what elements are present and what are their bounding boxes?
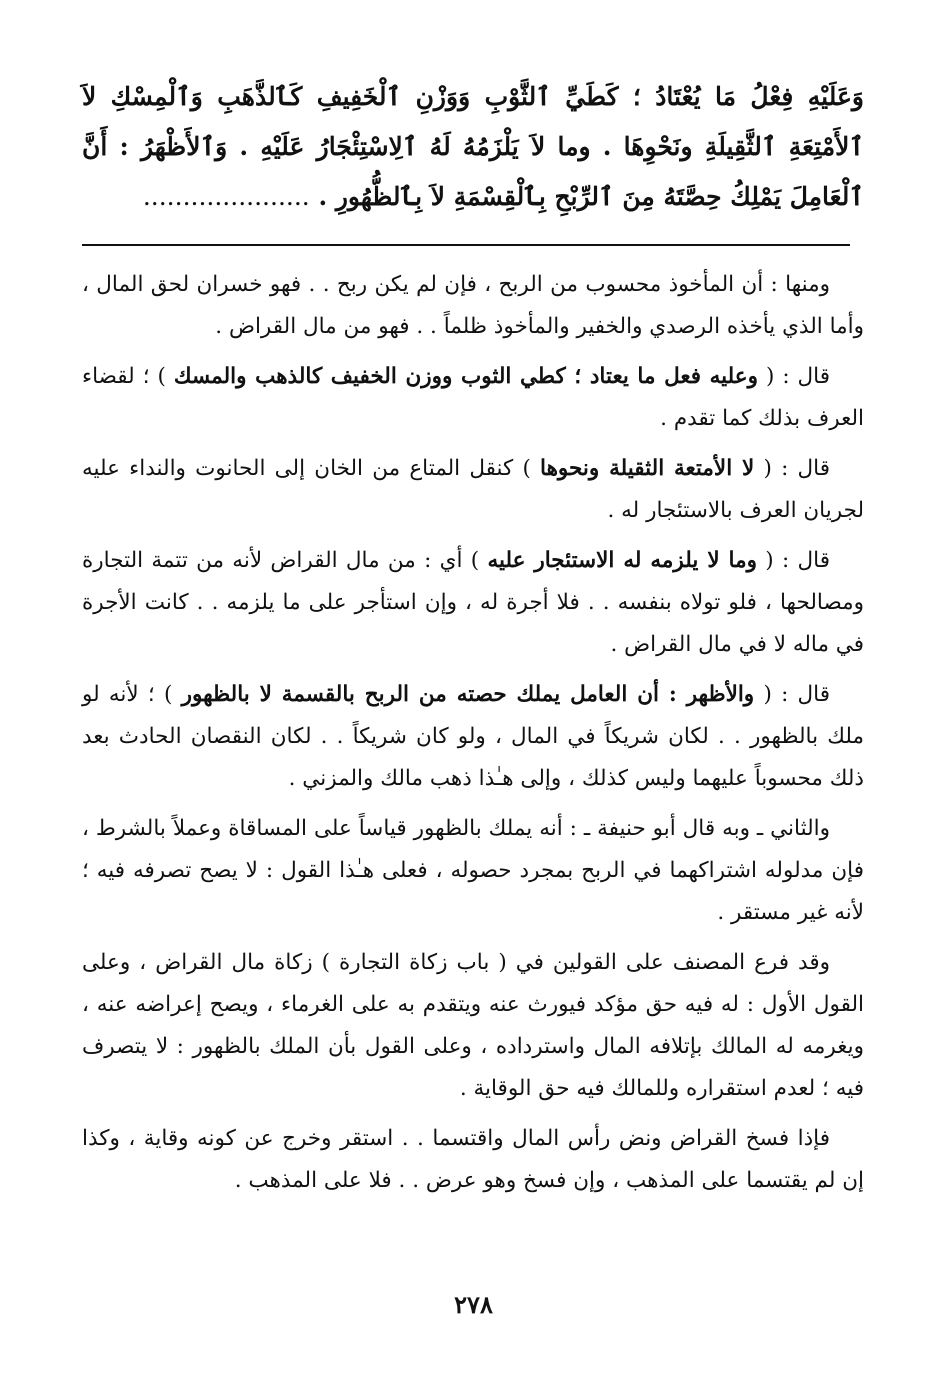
main-text-body: وَعَلَيْهِ فِعْلُ مَا يُعْتَادُ ؛ كَطَيِّ ٱلثَّوْبِ وَوَزْنِ ٱلْخَفِيفِ كَٱلذَّهَبِ وَٱلْمِسْكِ لاَ ٱلأَمْتِعَةِ ٱلثَّقِيلَةِ ونَحْوِهَا . وما لاَ يَلْزَمُهُ لَهُ ٱلِاسْتِئْجَارُ عَلَيْهِ . وَٱلأَظْهَرُ : أَنَّ ٱلْعَامِلَ يَمْلِكُ حِصَّتَهُ مِنَ ٱلرِّبْحِ بِٱلْقِسْمَةِ لاَ بِٱلظُّهُورِ . bbox=[82, 82, 864, 211]
commentary-paragraph-3: قال : ( لا الأمتعة الثقيلة ونحوها ) كنقل المتاع من الخان إلى الحانوت والنداء عليه لجريان العرف بالاستئجار له . bbox=[82, 456, 864, 523]
quoted-matn: لا الأمتعة الثقيلة ونحوها bbox=[540, 456, 755, 481]
commentary-paragraph-6: والثاني ـ وبه قال أبو حنيفة ـ : أنه يملك بالظهور قياساً على المساقاة وعملاً بالشرط ، فإن مدلوله اشتراكهما في الربح بمجرد حصوله ، فعلى هـٰذا القول : لا يصح تصرفه فيه ؛ لأنه غير مستقر . bbox=[82, 816, 864, 925]
main-text-dots: ..................... bbox=[142, 182, 310, 211]
commentary bbox=[82, 264, 864, 1202]
quoted-matn: وما لا يلزمه له الاستئجار عليه bbox=[487, 548, 757, 573]
separator-rule bbox=[82, 244, 850, 246]
commentary-paragraph-1: ومنها : أن المأخوذ محسوب من الربح ، فإن لم يكن ربح . . فهو خسران لحق المال ، وأما الذي يأخذه الرصدي والخفير والمأخوذ ظلماً . . فهو من مال القراض . bbox=[82, 272, 864, 339]
commentary-paragraph-5: قال : ( والأظهر : أن العامل يملك حصته من الربح بالقسمة لا بالظهور ) ؛ لأنه لو ملك بالظهور . . لكان شريكاً في المال ، ولو كان شريكاً . . لكان النقصان الحادث بعد ذلك محسوباً عليهما وليس كذلك ، وإلى هـٰذا ذهب مالك والمزني . bbox=[82, 682, 864, 791]
page-number: ٢٧٨ bbox=[454, 1290, 493, 1319]
quoted-matn: وعليه فعل ما يعتاد ؛ كطي الثوب ووزن الخفيف كالذهب والمسك bbox=[173, 364, 758, 389]
main-text bbox=[82, 72, 864, 222]
book-page bbox=[82, 72, 864, 1352]
commentary-paragraph-7: وقد فرع المصنف على القولين في ( باب زكاة التجارة ) زكاة مال القراض ، وعلى القول الأول : له فيه حق مؤكد فيورث عنه ويتقدم به على الغرماء ، ويصح إعراضه عنه ، ويغرمه له المالك بإتلافه المال واسترداده ، وعلى القول بأن الملك بالظهور : لا يتصرف فيه ؛ لعدم استقراره وللمالك فيه حق الوقاية . bbox=[82, 950, 864, 1101]
commentary-paragraph-8: فإذا فسخ القراض ونض رأس المال واقتسما . . استقر وخرج عن كونه وقاية ، وكذا إن لم يقتسما على المذهب ، وإن فسخ وهو عرض . . فلا على المذهب . bbox=[82, 1126, 864, 1193]
commentary-paragraph-4: قال : ( وما لا يلزمه له الاستئجار عليه ) أي : من مال القراض لأنه من تتمة التجارة ومصالحها ، فلو تولاه بنفسه . . فلا أجرة له ، وإن استأجر على ما يلزمه . . كانت الأجرة في ماله لا في مال القراض . bbox=[82, 548, 864, 657]
quoted-matn: والأظهر : أن العامل يملك حصته من الربح بالقسمة لا بالظهور bbox=[181, 682, 755, 707]
commentary-paragraph-2: قال : ( وعليه فعل ما يعتاد ؛ كطي الثوب ووزن الخفيف كالذهب والمسك ) ؛ لقضاء العرف بذلك كما تقدم . bbox=[82, 364, 864, 431]
